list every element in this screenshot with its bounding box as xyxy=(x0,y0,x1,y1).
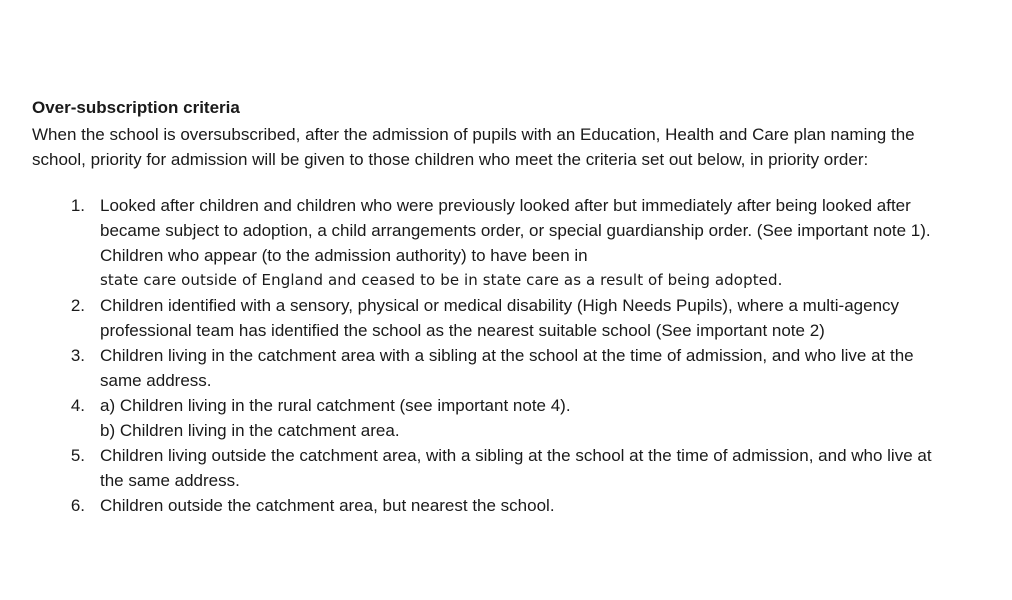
criterion-number: 4. xyxy=(70,396,85,415)
criterion-6 xyxy=(32,493,992,518)
criterion-number: 2. xyxy=(70,296,85,315)
criterion-number: 5. xyxy=(70,446,85,465)
criterion-text: Children living in the catchment area with a sibling at the school at the time of admission, and who live at the same address. xyxy=(100,346,914,390)
document-page xyxy=(32,97,992,518)
criterion-4 xyxy=(32,393,992,443)
criterion-text: Children outside the catchment area, but nearest the school. xyxy=(100,496,555,515)
criterion-subitem-a: a) Children living in the rural catchment (see important note 4). xyxy=(100,396,571,415)
criterion-text-main: Looked after children and children who were previously looked after but immediately after being looked after became subject to adoption, a child arrangements order, or special guardianship order. (See important note 1). Children who appear (to the admission authority) to have been in xyxy=(100,196,931,265)
criterion-2 xyxy=(32,293,992,343)
criterion-text-tail: state care outside of England and ceased to be in state care as a result of being adopted. xyxy=(100,271,783,289)
criterion-5 xyxy=(32,443,992,493)
criterion-1 xyxy=(32,193,992,293)
criterion-text xyxy=(100,393,958,443)
criterion-text xyxy=(100,193,958,293)
criteria-list xyxy=(32,193,992,518)
criterion-number: 6. xyxy=(70,496,85,515)
section-heading: Over-subscription criteria xyxy=(32,98,240,117)
criterion-number: 3. xyxy=(70,346,85,365)
criterion-text: Children living outside the catchment area, with a sibling at the school at the time of admission, and who live at the same address. xyxy=(100,446,932,490)
criterion-text: Children identified with a sensory, physical or medical disability (High Needs Pupils), where a multi-agency professional team has identified the school as the nearest suitable school (See important note 2) xyxy=(100,296,900,340)
criterion-subitem-b: b) Children living in the catchment area. xyxy=(100,421,400,440)
criterion-number: 1. xyxy=(70,196,85,215)
criterion-3 xyxy=(32,343,992,393)
intro-paragraph: When the school is oversubscribed, after the admission of pupils with an Education, Health and Care plan naming the school, priority for admission will be given to those children who meet the criteria set out below, in priority order: xyxy=(32,125,915,169)
